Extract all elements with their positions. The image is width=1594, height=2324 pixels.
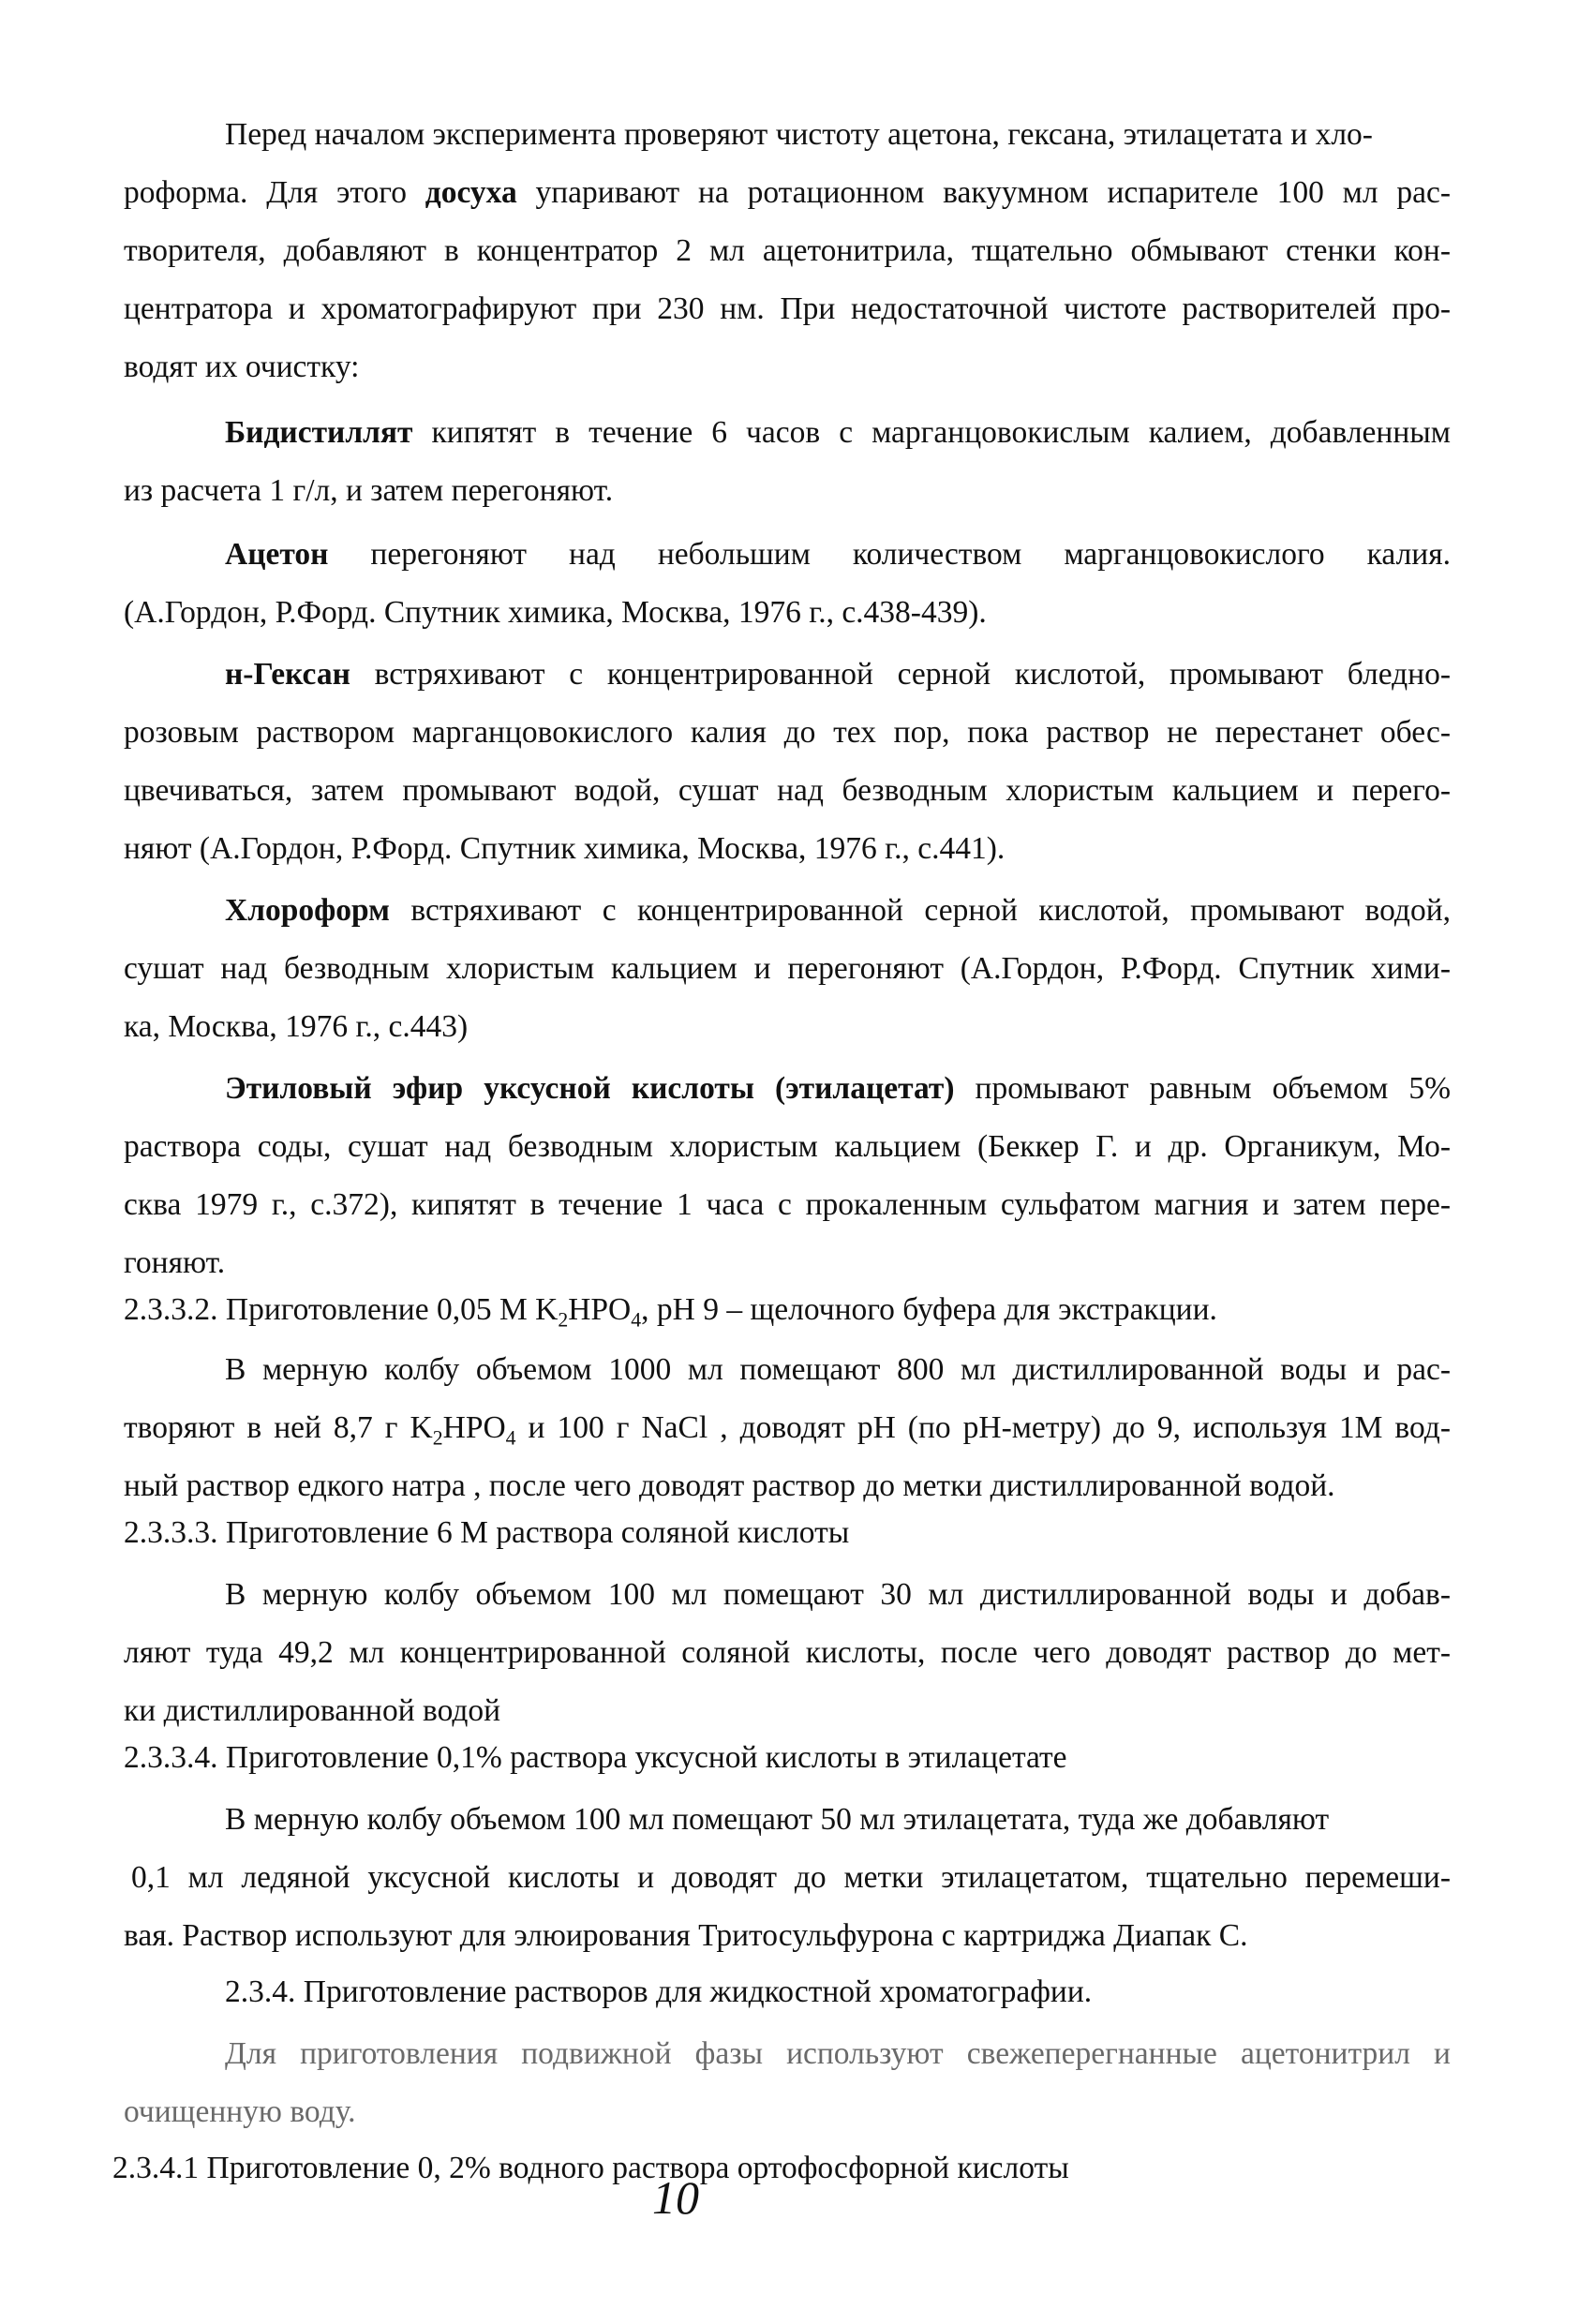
text-line: центратора и хроматографируют при 230 нм. При недостаточной чистоте растворителей про- <box>124 291 1451 326</box>
section-heading: 2.3.3.2. Приготовление 0,05 М $K_2HPO_4$, рН 9 – щелочного буфера для экстракции. <box>124 1292 1217 1332</box>
text-line: творяют в ней 8,7 г $K_2HPO_4$ и 100 г NaCl , доводят рН (по рН-метру) до 9, используя 1М вод- <box>124 1410 1451 1450</box>
text-line: ляют туда 49,2 мл концентрированной соляной кислоты, после чего доводят раствор до мет- <box>124 1635 1451 1670</box>
section-heading: 2.3.4. Приготовление растворов для жидкостной хроматографии. <box>225 1974 1093 2009</box>
section-heading: 2.3.3.3. Приготовление 6 М раствора соляной кислоты <box>124 1515 850 1550</box>
text-line: няют (А.Гордон, Р.Форд. Спутник химика, Москва, 1976 г., с.441). <box>124 831 1006 866</box>
text-line: В мерную колбу объемом 100 мл помещают 30 мл дистиллированной воды и добав- <box>225 1577 1451 1612</box>
page-number: 10 <box>652 2171 699 2224</box>
text-line: н-Гексан встряхивают с концентрированной серной кислотой, промывают бледно- <box>225 657 1451 692</box>
text-line: из расчета 1 г/л, и затем перегоняют. <box>124 473 614 508</box>
text-line: розовым раствором марганцовокислого калия до тех пор, пока раствор не перестанет обес- <box>124 715 1451 750</box>
text-line: (А.Гордон, Р.Форд. Спутник химика, Москва, 1976 г., с.438-439). <box>124 595 987 630</box>
text-line: Ацетон перегоняют над небольшим количеством марганцовокислого калия. <box>225 537 1451 572</box>
text-line: В мерную колбу объемом 1000 мл помещают 800 мл дистиллированной воды и рас- <box>225 1352 1451 1387</box>
text-line: сушат над безводным хлористым кальцием и перегоняют (А.Гордон, Р.Форд. Спутник хими- <box>124 951 1451 986</box>
text-line: Перед началом эксперимента проверяют чистоту ацетона, гексана, этилацетата и хло- <box>225 117 1373 152</box>
text-line: творителя, добавляют в концентратор 2 мл ацетонитрила, тщательно обмывают стенки кон- <box>124 233 1451 268</box>
text-line: вая. Раствор используют для элюирования Тритосульфурона с картриджа Диапак С. <box>124 1918 1248 1953</box>
text-line: Для приготовления подвижной фазы используют свежеперегнанные ацетонитрил и <box>225 2036 1451 2071</box>
text-line: В мерную колбу объемом 100 мл помещают 50 мл этилацетата, туда же добавляют <box>225 1802 1330 1837</box>
text-line: водят их очистку: <box>124 350 360 384</box>
text-line: гоняют. <box>124 1245 226 1280</box>
text-line: ный раствор едкого натра , после чего доводят раствор до метки дистиллированной водой. <box>124 1468 1335 1503</box>
text-line: роформа. Для этого досуха упаривают на ротационном вакуумном испарителе 100 мл рас- <box>124 175 1452 210</box>
text-line: ки дистиллированной водой <box>124 1693 501 1728</box>
text-line: раствора соды, сушат над безводным хлористым кальцием (Беккер Г. и др. Органикум, Мо- <box>124 1129 1451 1164</box>
section-heading: 2.3.3.4. Приготовление 0,1% раствора уксусной кислоты в этилацетате <box>124 1740 1067 1775</box>
text-line: Этиловый эфир уксусной кислоты (этилацетат) промывают равным объемом 5% <box>225 1071 1451 1106</box>
text-line: Хлороформ встряхивают с концентрированной серной кислотой, промывают водой, <box>225 893 1451 928</box>
section-heading: 2.3.4.1 Приготовление 0, 2% водного раствора ортофосфорной кислоты <box>112 2151 1069 2185</box>
text-line: 0,1 мл ледяной уксусной кислоты и доводят до метки этилацетатом, тщательно перемеши- <box>131 1860 1451 1895</box>
text-line: сква 1979 г., с.372), кипятят в течение 1 часа с прокаленным сульфатом магния и затем пере- <box>124 1187 1451 1222</box>
text-line: очищенную воду. <box>124 2094 356 2129</box>
text-line: Бидистиллят кипятят в течение 6 часов с марганцовокислым калием, добавленным <box>225 415 1451 450</box>
text-line: ка, Москва, 1976 г., с.443) <box>124 1009 469 1044</box>
text-line: цвечиваться, затем промывают водой, сушат над безводным хлористым кальцием и перего- <box>124 773 1451 808</box>
